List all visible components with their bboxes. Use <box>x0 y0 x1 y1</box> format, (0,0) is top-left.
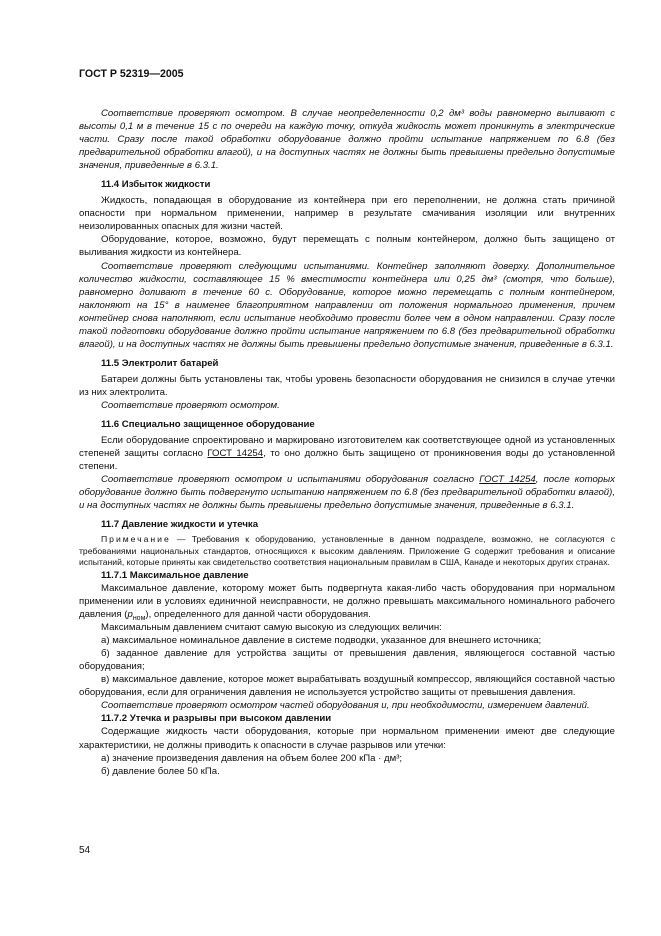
section-11-6-text-a: Если оборудование спроектировано и маркировано изготовителем как соответствующее одной из установленных степеней защиты согласно <box>79 435 615 460</box>
standard-header: ГОСТ Р 52319—2005 <box>79 68 184 80</box>
intro-test-paragraph: Соответствие проверяют осмотром. В случае неопределенности 0,2 дм³ воды равномерно выливают с высоты 0,1 м в течение 15 с по очереди на каждую точку, откуда жидкость может проникнуть в электрические части. Сразу после такой обработки оборудование должно пройти испытание напряжением по 6.8 (без предварительной обработки влагой), и на доступных частях не должны быть превышены предельно допустимые значения, приведенные в 6.3.1. <box>79 108 615 172</box>
section-11-7-1-text-b: ), определенного для данной части оборудования. <box>145 609 371 621</box>
gost-14254-link[interactable]: ГОСТ 14254 <box>207 448 264 460</box>
section-11-4-paragraph-1: Жидкость, попадающая в оборудование из контейнера при его переполнении, не должна стать причиной опасности при нормальном применении, например в результате смачивания изоляции или внутренних неизолированных опасных для жизни частей. <box>79 195 615 233</box>
list-item-2-a: а) значение произведения давления на объем более 200 кПа · дм³; <box>101 752 403 764</box>
section-11-4-heading: 11.4 Избыток жидкости <box>101 179 211 191</box>
section-11-5-test-paragraph: Соответствие проверяют осмотром. <box>101 399 280 411</box>
pressure-symbol: p <box>127 609 133 621</box>
section-11-5-paragraph-1: Батареи должны быть установлены так, чтобы уровень безопасности оборудования не снизился в случае утечки из них электролита. <box>79 373 615 398</box>
section-11-6-paragraph-1 <box>79 434 615 473</box>
note-label: Примечание <box>101 534 171 545</box>
section-11-6-heading: 11.6 Специально защищенное оборудование <box>101 419 315 431</box>
section-11-4-test-paragraph: Соответствие проверяют следующими испытаниями. Контейнер заполняют доверху. Дополнительное количество жидкости, составляющее 15 % вместимости контейнера или 0,25 дм³ (смотря, что больше), равномерно доливают в течение 60 с. Оборудование, которое можно перемещать с полным контейнером, наклоняют на 15° в наименее благоприятном направлении от положения нормального применения, причем контейнер снова наполняют, если испытание необходимо провести более чем в одном направлении. Сразу после такой подготовки оборудование должно пройти испытание напряжением по 6.8 (без предварительной обработки влагой), и на доступных частях не должны быть превышены предельно допустимые значения, приведенные в 6.3.1. <box>79 260 615 350</box>
section-11-7-1-text-a: Максимальное давление, которому может быть подвергнута какая-либо часть оборудования при нормальном применении или в условиях единичной неисправности, не должно превышать максимального номинального рабочего давления ( <box>79 582 615 621</box>
section-11-6-test-text-a: Соответствие проверяют осмотром и испытаниями оборудования согласно <box>101 474 480 486</box>
list-item-2-b: б) давление более 50 кПа. <box>101 765 220 777</box>
section-11-7-note <box>79 534 615 569</box>
note-text: — Требования к оборудованию, установленные в данном подразделе, возможно, не согласуются с требованиями национальных стандартов, относящихся к высоким давлениям. Приложение G содержит требования и описание испытаний, которые приняты как свидетельство соответствия национальным правилам в США, Канаде и некоторых других странах. <box>79 534 615 568</box>
section-11-6-test-paragraph <box>79 473 615 512</box>
list-item-c: в) максимальное давление, которое может вырабатывать воздушный компрессор, являющийся составной частью оборудования, если для ограничения давления не используется устройство защиты от превышения давления. <box>79 674 615 699</box>
section-11-7-1-paragraph-1 <box>79 582 615 621</box>
page-number: 54 <box>79 845 91 856</box>
list-item-b: б) заданное давление для устройства защиты от превышения давления, являющегося составной частью оборудования; <box>79 648 615 673</box>
list-item-a: а) максимальное номинальное давление в системе подводки, указанное для внешнего источника; <box>101 635 542 647</box>
section-11-7-1-test-paragraph: Соответствие проверяют осмотром частей оборудования и, при необходимости, измерением давлений. <box>101 700 590 712</box>
section-11-5-heading: 11.5 Электролит батарей <box>101 357 219 369</box>
pressure-subscript: ном <box>132 614 146 622</box>
section-11-7-1-heading: 11.7.1 Максимальное давление <box>101 569 249 581</box>
section-11-7-2-heading: 11.7.2 Утечка и разрывы при высоком давлении <box>101 713 332 725</box>
section-11-6-text-b: , то оно должно быть защищено от проникновения воды до установленной степени. <box>79 448 615 473</box>
section-11-4-paragraph-2: Оборудование, которое, возможно, будут перемещать с полным контейнером, должно быть защищено от выливания жидкости из контейнера. <box>79 234 615 259</box>
section-11-7-heading: 11.7 Давление жидкости и утечка <box>101 519 259 531</box>
page-content <box>79 94 615 778</box>
section-11-6-test-text-b: , после которых оборудование должно быть подвергнуто испытанию напряжением по 6.8 (без предварительной обработки влагой), и на доступных частях не должны быть превышены предельно допустимые значения, приведенные в 6.3.1. <box>79 474 615 512</box>
section-11-7-2-paragraph-1: Содержащие жидкость части оборудования, которые при нормальном применении имеют две следующие характеристики, не должны приводить к опасности в случае разрывов или утечки: <box>79 726 615 751</box>
section-11-7-1-paragraph-2: Максимальным давлением считают самую высокую из следующих величин: <box>101 622 442 634</box>
gost-14254-link-2[interactable]: ГОСТ 14254 <box>479 474 536 486</box>
